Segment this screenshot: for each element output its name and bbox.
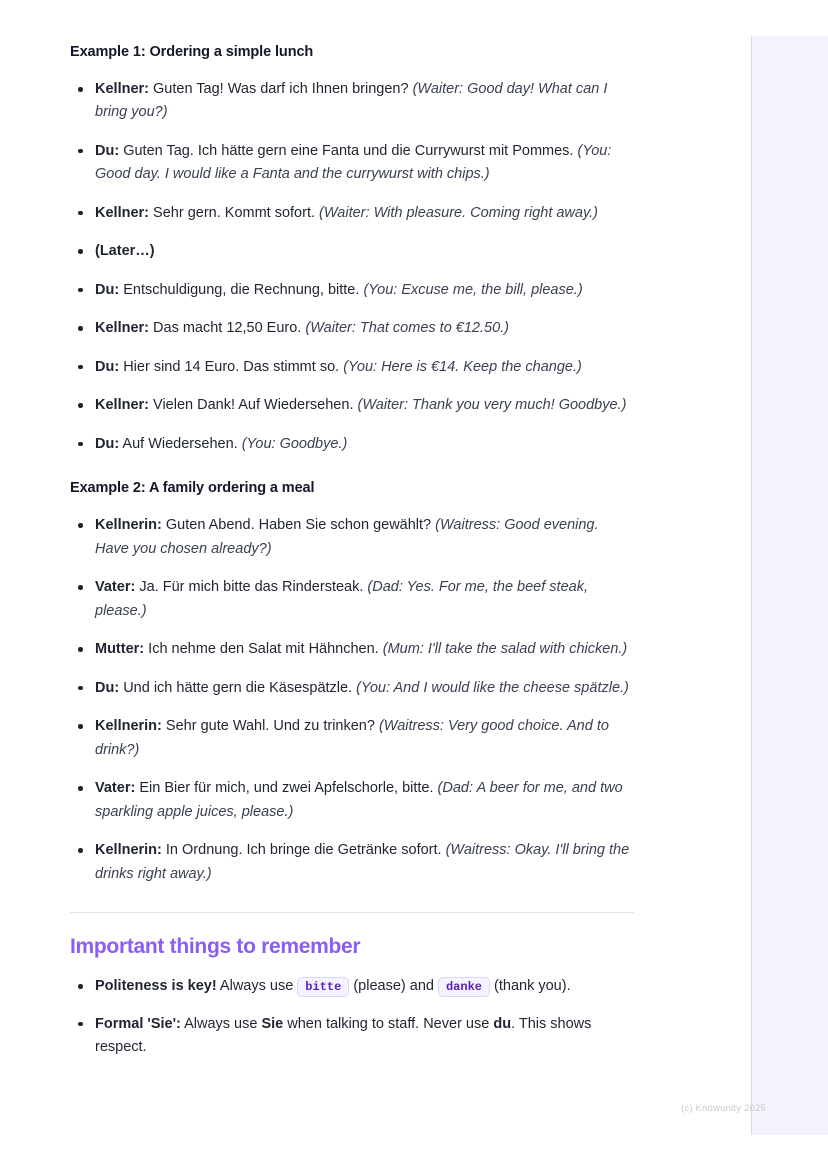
note-text: (please) and	[349, 978, 438, 995]
list-item	[70, 1013, 634, 1060]
list-item	[70, 433, 634, 456]
list-item	[70, 317, 634, 340]
speaker-label: Du:	[95, 358, 120, 375]
line-translation: (You: Excuse me, the bill, please.)	[363, 281, 583, 298]
line-translation: (Mum: I'll take the salad with chicken.)	[382, 641, 628, 658]
list-item	[70, 514, 634, 561]
copyright-watermark: (c) Knowunity 2025	[681, 1103, 766, 1114]
note-text: . This shows respect.	[95, 1015, 592, 1056]
code-chip-danke: danke	[438, 977, 490, 997]
speaker-label: Du:	[95, 142, 120, 159]
line-translation: (Waiter: With pleasure. Coming right away.)	[319, 204, 599, 221]
speaker-label: Kellner:	[95, 320, 149, 337]
speaker-label: Kellner:	[95, 397, 149, 414]
list-item-later	[70, 240, 634, 263]
line-translation: (You: Here is €14. Keep the change.)	[343, 358, 582, 375]
note-bold-du: du	[493, 1015, 512, 1032]
note-text: (thank you).	[490, 978, 571, 995]
list-item	[70, 715, 634, 762]
section-divider	[70, 912, 634, 913]
list-item	[70, 202, 634, 225]
speaker-label: Kellner:	[95, 204, 149, 221]
list-item	[70, 279, 634, 302]
line-german: Guten Tag! Was darf ich Ihnen bringen?	[153, 81, 409, 97]
remember-list	[70, 975, 634, 1059]
line-german: Sehr gute Wahl. Und zu trinken?	[165, 718, 375, 735]
list-item	[70, 839, 634, 886]
remember-heading: Important things to remember	[70, 935, 361, 959]
section-heading-1: Example 1: Ordering a simple lunch	[70, 44, 314, 60]
line-translation: (Waitress: Good evening. Have you chosen already?)	[95, 517, 599, 557]
list-item	[70, 576, 634, 623]
section-heading-2: Example 2: A family ordering a meal	[70, 480, 315, 497]
line-german: Sehr gern. Kommt sofort.	[153, 204, 316, 221]
speaker-label: Vater:	[95, 780, 136, 797]
line-translation: (Waiter: Good day! What can I bring you?)	[95, 81, 608, 121]
line-translation: (Waiter: That comes to €12.50.)	[305, 320, 509, 337]
document-content	[70, 36, 634, 1074]
speaker-label: Du:	[95, 679, 120, 696]
line-german: Hier sind 14 Euro. Das stimmt so.	[123, 358, 340, 375]
list-item	[70, 140, 634, 187]
list-item	[70, 394, 634, 417]
line-translation: (You: Good day. I would like a Fanta and the currywurst with chips.)	[95, 142, 612, 183]
dialog-list-1	[70, 78, 634, 456]
speaker-label: Kellnerin:	[95, 517, 162, 534]
line-translation: (You: And I would like the cheese spätzle.)	[356, 679, 629, 696]
line-german: Ein Bier für mich, und zwei Apfelschorle, bitte.	[139, 780, 434, 797]
list-item	[70, 777, 634, 824]
note-text: when talking to staff. Never use	[283, 1015, 494, 1032]
speaker-label: Kellnerin:	[95, 718, 162, 735]
note-lead: Politeness is key!	[95, 978, 217, 995]
page-side-rail	[751, 36, 828, 1135]
line-translation: (Dad: A beer for me, and two sparkling apple juices, please.)	[95, 780, 623, 820]
note-lead: Formal 'Sie':	[95, 1015, 181, 1032]
speaker-label: Vater:	[95, 579, 136, 596]
line-german: In Ordnung. Ich bringe die Getränke sofort.	[165, 842, 442, 859]
line-german: Das macht 12,50 Euro.	[153, 320, 302, 337]
list-item	[70, 677, 634, 700]
line-translation: (Waiter: Thank you very much! Goodbye.)	[357, 397, 627, 414]
note-text: Always use	[216, 978, 298, 995]
dialog-list-2	[70, 514, 634, 886]
code-chip-bitte: bitte	[297, 977, 349, 997]
line-german: Entschuldigung, die Rechnung, bitte.	[123, 281, 360, 298]
note-text: Always use	[180, 1015, 262, 1032]
line-translation: (Waitress: Okay. I'll bring the drinks right away.)	[95, 842, 630, 882]
list-item	[70, 78, 634, 125]
line-german: Und ich hätte gern die Käsespätzle.	[123, 679, 353, 696]
line-translation: (You: Goodbye.)	[241, 435, 348, 452]
line-german: Guten Abend. Haben Sie schon gewählt?	[165, 517, 432, 534]
line-german: Auf Wiedersehen.	[122, 435, 238, 452]
list-item	[70, 975, 634, 998]
speaker-label: Du:	[95, 435, 120, 452]
speaker-label: Kellner:	[95, 81, 149, 97]
line-german: Guten Tag. Ich hätte gern eine Fanta und die Currywurst mit Pommes.	[123, 142, 574, 159]
speaker-label: Du:	[95, 281, 120, 298]
speaker-label: Kellnerin:	[95, 842, 162, 859]
line-german: Vielen Dank! Auf Wiedersehen.	[153, 397, 354, 414]
line-german: Ich nehme den Salat mit Hähnchen.	[148, 641, 379, 658]
line-translation: (Waitress: Very good choice. And to drink?)	[95, 718, 609, 758]
line-german: Ja. Für mich bitte das Rindersteak.	[139, 579, 364, 596]
later-marker: (Later…)	[95, 243, 155, 260]
speaker-label: Mutter:	[95, 641, 145, 658]
note-bold-sie: Sie	[261, 1015, 284, 1032]
list-item	[70, 638, 634, 661]
line-translation: (Dad: Yes. For me, the beef steak, please.)	[95, 579, 588, 619]
list-item	[70, 356, 634, 379]
